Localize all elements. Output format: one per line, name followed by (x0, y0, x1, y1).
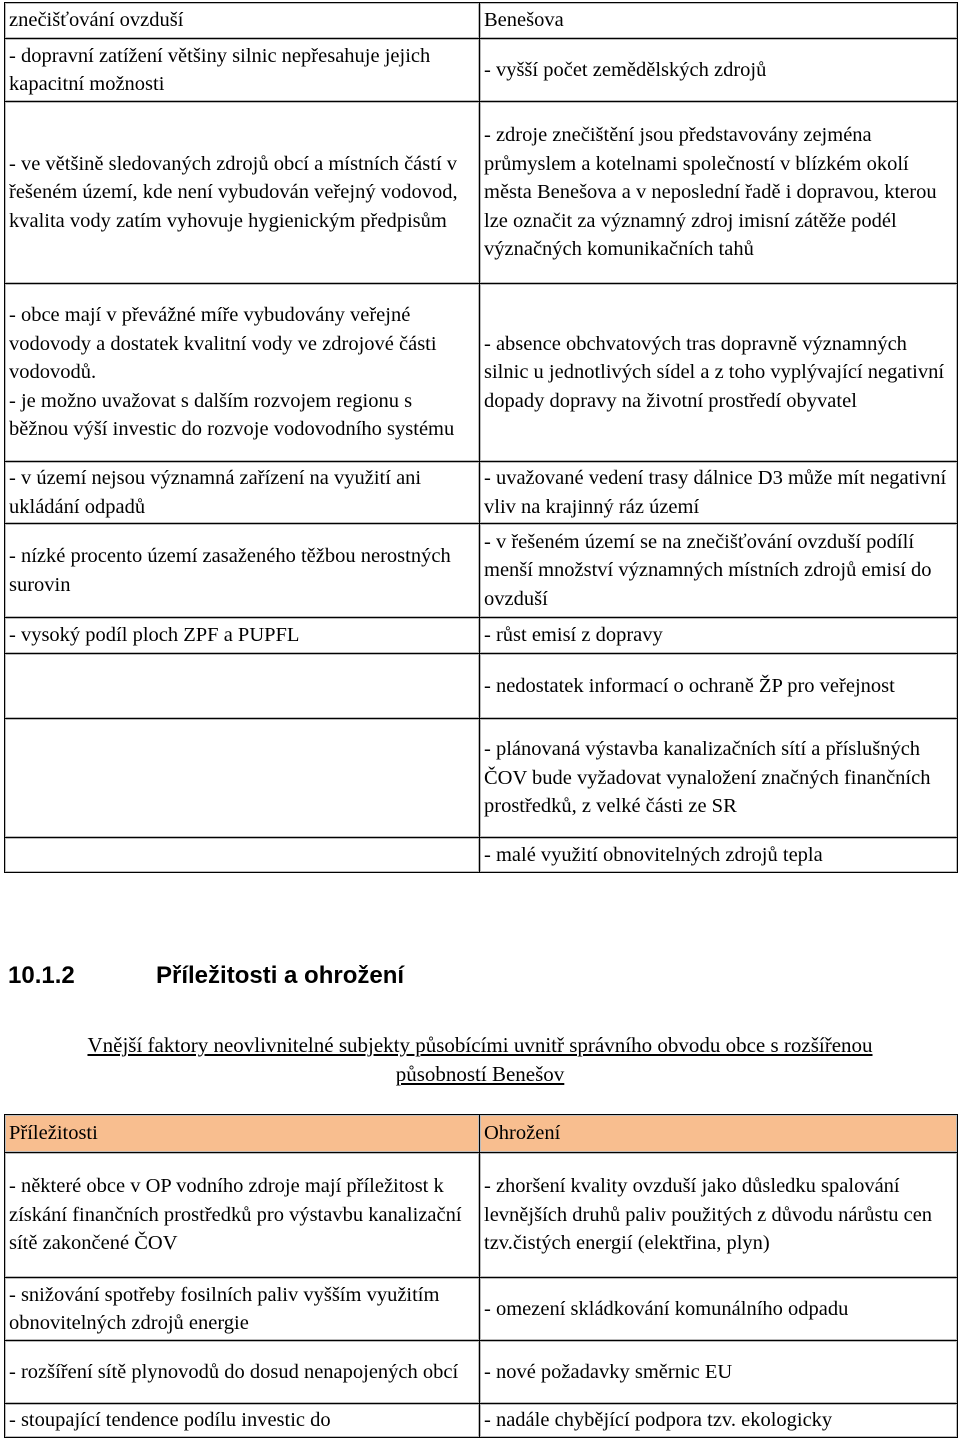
strength-cell: - dopravní zatížení většiny silnic nepřesahuje jejich kapacitní možnosti (5, 39, 480, 102)
strength-cell: - nízké procento území zasaženého těžbou nerostných surovin (5, 524, 480, 618)
weakness-cell: - nedostatek informací o ochraně ŽP pro veřejnost (480, 654, 958, 719)
table-row (5, 1153, 958, 1278)
subtitle-line-1: Vnější faktory neovlivnitelné subjekty působícími uvnitř správního obvodu obce s rozšířenou (87, 1033, 873, 1057)
strength-cell: znečišťování ovzduší (5, 3, 480, 39)
strength-cell: - vysoký podíl ploch ZPF a PUPFL (5, 618, 480, 654)
table-row (5, 1404, 958, 1438)
strength-cell (5, 838, 480, 873)
section-heading (8, 960, 404, 992)
section-number: 10.1.2 (8, 962, 75, 989)
table-row (5, 654, 958, 719)
header-opportunities: Příležitosti (5, 1115, 480, 1153)
subtitle-line-2: působností Benešov (395, 1062, 565, 1086)
strengths-weaknesses-body (5, 3, 958, 873)
table-row (5, 462, 958, 524)
opportunities-threats-table (4, 1114, 958, 1438)
opportunities-threats-body (5, 1115, 958, 1438)
table-row (5, 719, 958, 838)
weakness-cell: - plánovaná výstavba kanalizačních sítí a příslušných ČOV bude vyžadovat vynaložení značných finančních prostředků, z velké části ze SR (480, 719, 958, 838)
table-row (5, 1341, 958, 1404)
header-threats: Ohrožení (480, 1115, 958, 1153)
weakness-cell: - zdroje znečištění jsou představovány zejména průmyslem a kotelnami společností v blízkém okolí města Benešova a v neposlední řadě i dopravou, kterou lze označit za významný zdroj imisní zátěže podél význačných komunikačních tahů (480, 102, 958, 284)
strength-cell: - obce mají v převážné míře vybudovány veřejné vodovody a dostatek kvalitní vody ve zdrojové části vodovodů. - je možno uvažovat s dalším rozvojem regionu s běžnou výší investic do rozvoje vodovodního systému (5, 284, 480, 462)
table-row (5, 618, 958, 654)
weakness-cell: - absence obchvatových tras dopravně významných silnic u jednotlivých sídel a z toho vyplývající negativní dopady dopravy na životní prostředí obyvatel (480, 284, 958, 462)
table-row (5, 3, 958, 39)
table-row (5, 102, 958, 284)
weakness-cell: - v řešeném území se na znečišťování ovzduší podílí menší množství významných místních zdrojů emisí do ovzduší (480, 524, 958, 618)
weakness-cell: - malé využití obnovitelných zdrojů tepla (480, 838, 958, 873)
weakness-cell: - vyšší počet zemědělských zdrojů (480, 39, 958, 102)
section-subtitle (0, 1031, 960, 1089)
threat-cell: - nadále chybějící podpora tzv. ekologicky (480, 1404, 958, 1438)
section-title: Příležitosti a ohrožení (156, 962, 405, 989)
weakness-cell: - růst emisí z dopravy (480, 618, 958, 654)
strength-cell (5, 654, 480, 719)
opportunity-cell: - snižování spotřeby fosilních paliv vyšším využitím obnovitelných zdrojů energie (5, 1278, 480, 1341)
strength-cell (5, 719, 480, 838)
strength-cell: - v území nejsou významná zařízení na využití ani ukládání odpadů (5, 462, 480, 524)
opportunity-cell: - rozšíření sítě plynovodů do dosud nenapojených obcí (5, 1341, 480, 1404)
strength-cell: - ve většině sledovaných zdrojů obcí a místních částí v řešeném území, kde není vybudován veřejný vodovod, kvalita vody zatím vyhovuje hygienickým předpisům (5, 102, 480, 284)
table-row (5, 284, 958, 462)
threat-cell: - zhoršení kvality ovzduší jako důsledku spalování levnějších druhů paliv použitých z důvodu nárůstu cen tzv.čistých energií (elektřina, plyn) (480, 1153, 958, 1278)
opportunity-cell: - stoupající tendence podílu investic do (5, 1404, 480, 1438)
strengths-weaknesses-table (4, 2, 958, 873)
table-row (5, 838, 958, 873)
table-row (5, 524, 958, 618)
table-row (5, 1278, 958, 1341)
weakness-cell: - uvažované vedení trasy dálnice D3 může mít negativní vliv na krajinný ráz území (480, 462, 958, 524)
threat-cell: - omezení skládkování komunálního odpadu (480, 1278, 958, 1341)
weakness-cell: Benešova (480, 3, 958, 39)
table-header-row (5, 1115, 958, 1153)
threat-cell: - nové požadavky směrnic EU (480, 1341, 958, 1404)
opportunity-cell: - některé obce v OP vodního zdroje mají příležitost k získání finančních prostředků pro výstavbu kanalizační sítě zakončené ČOV (5, 1153, 480, 1278)
table-row (5, 39, 958, 102)
